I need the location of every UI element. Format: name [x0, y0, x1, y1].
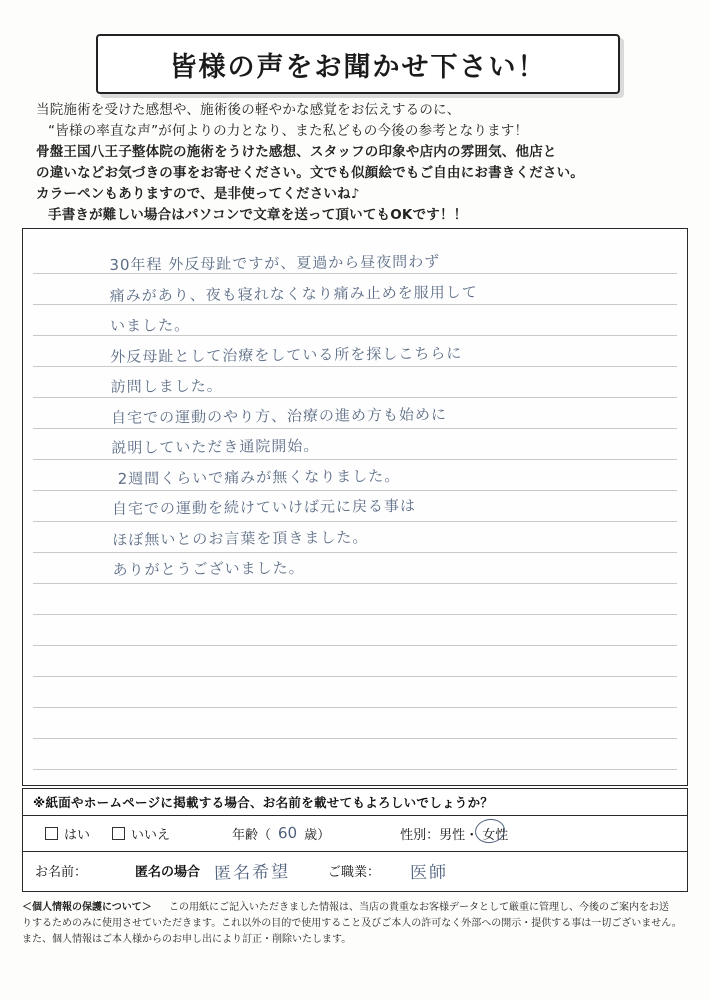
handwritten-line-2: 痛みがあり、夜も寝れなくなり痛み止めを服用して — [109, 282, 478, 305]
intro-line-1: 当院施術を受けた感想や、施術後の軽やかな感覚をお伝えするのに、 — [36, 102, 461, 118]
age-label: 年齢（ — [232, 827, 272, 843]
handwritten-line-3: いました。 — [109, 316, 191, 335]
checkbox-no[interactable] — [112, 824, 170, 843]
checkbox-yes-box[interactable] — [45, 827, 58, 840]
handwritten-line-11: ありがとうございました。 — [112, 558, 305, 579]
intro-text-block — [36, 100, 676, 226]
handwritten-line-4: 外反母趾として治療をしている所を探しこちらに — [110, 343, 463, 366]
job-label: ご職業： — [328, 865, 381, 880]
page-title: 皆様の声をお聞かせ下さい！ — [169, 51, 547, 83]
privacy-heading-note: この用紙にご記入いただきました情報は、当店の貴重なお客様データとして厳重に管理し、今後のご案内をお送 — [169, 902, 669, 913]
privacy-line-3: また、個人情報はご本人様からのお申し出により訂正・削除いたします。 — [22, 934, 352, 945]
anonymous-label: 匿名の場合 — [135, 865, 201, 880]
publish-permission-row — [23, 815, 687, 852]
intro-line-3: 骨盤王国八王子整体院の施術をうけた感想、スタッフの印象や店内の雰囲気、他店と — [36, 144, 557, 160]
gender-separator: ・ — [465, 827, 479, 843]
page-title-banner — [96, 34, 620, 94]
handwritten-line-5: 訪問しました。 — [110, 376, 223, 396]
gender-female-option[interactable]: 女性 — [478, 823, 512, 844]
gender-field[interactable] — [400, 823, 512, 844]
handwritten-line-10: ほぼ無いとのお言葉を頂きました。 — [112, 527, 369, 549]
checkbox-no-box[interactable] — [112, 827, 125, 840]
handwritten-text — [109, 244, 672, 585]
gender-male-option[interactable]: 男性 — [439, 827, 466, 843]
checkbox-yes-label: はい — [64, 827, 91, 843]
intro-line-2: “皆様の率直な声”が何よりの力となり、また私どもの今後の参考となります！ — [48, 123, 529, 139]
name-and-job-row — [23, 851, 687, 890]
handwritten-line-1: 30年程 外反母趾ですが、夏過から昼夜問わず — [109, 252, 441, 274]
intro-line-5: カラーペンもありますので、是非使ってくださいね♪ — [36, 186, 360, 202]
intro-line-6: 手書きが難しい場合はパソコンで文章を送って頂いてもOKです！！ — [48, 207, 468, 223]
handwritten-line-9: 自宅での運動を続けていけば元に戻る事は — [111, 496, 417, 518]
intro-line-4: の違いなどお気づきの事をお寄せください。文でも似顔絵でもご自由にお書きください。 — [36, 165, 584, 181]
publish-permission-question: ※紙面やホームページに掲載する場合、お名前を載せてもよろしいでしょうか？ — [23, 789, 687, 816]
name-label: お名前： — [35, 865, 88, 880]
age-unit: 歳） — [304, 827, 331, 843]
gender-label: 性別： — [400, 827, 440, 843]
anonymous-value: 匿名希望 — [213, 862, 291, 884]
handwritten-comment-area — [22, 228, 688, 786]
respondent-details-form — [22, 788, 688, 892]
checkbox-yes[interactable] — [45, 824, 90, 843]
handwritten-line-6: 自宅での運動のやり方、治療の進め方も始めに — [110, 404, 448, 427]
age-value: 60 — [277, 823, 298, 843]
privacy-line-2: りするためのみに使用させていただきます。これ以外の目的で使用すること及びご本人の許可なく外部への開示・提供する事は一切ございません。 — [22, 918, 682, 929]
handwritten-line-7: 説明していただき通院開始。 — [111, 436, 320, 457]
age-field[interactable] — [232, 824, 330, 843]
handwritten-line-8: 2週間くらいで痛みが無くなりました。 — [117, 466, 401, 488]
privacy-notice — [22, 900, 686, 948]
job-value: 医師 — [409, 862, 449, 884]
checkbox-no-label: いいえ — [131, 827, 171, 843]
privacy-heading: ＜個人情報の保護について＞ — [22, 902, 152, 913]
